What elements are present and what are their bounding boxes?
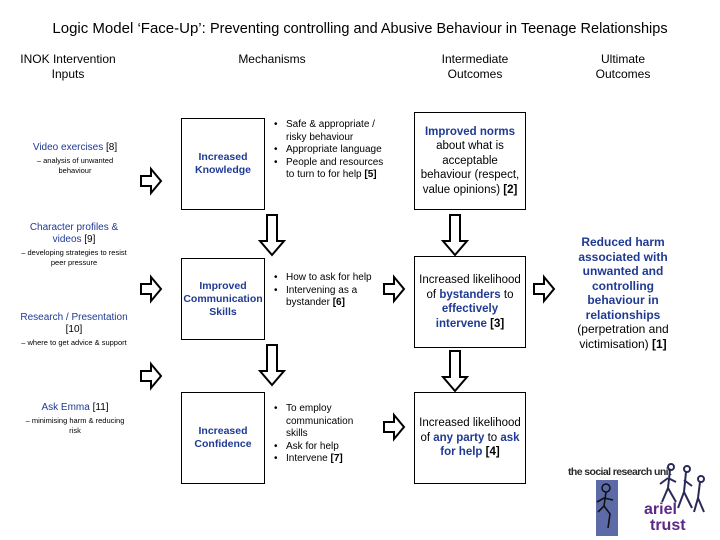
- hollow-right-arrow-icon: [140, 276, 162, 302]
- hollow-down-arrow-icon: [442, 350, 468, 392]
- input-character-profiles: Character profiles & videos [9] – developing strategies to resist peer pressure: [21, 222, 127, 267]
- header-intermediate: Intermediate Outcomes: [441, 52, 509, 81]
- mechanism-box-communication: Improved Communication Skills: [181, 258, 265, 340]
- hollow-down-arrow-icon: [259, 344, 285, 386]
- bullet-item: • Safe & appropriate / risky behaviour: [274, 119, 384, 144]
- ariel-trust-logo: [640, 462, 714, 538]
- input-research-presentation: Research / Presentation [10] – where to get advice & support: [20, 312, 128, 347]
- bullet-item: • People and resources to turn to for help [5]: [274, 157, 384, 182]
- hollow-down-arrow-icon: [259, 214, 285, 256]
- mechanism-box-knowledge: Increased Knowledge: [181, 118, 265, 210]
- bullet-item: • Intervening as a bystander [6]: [274, 285, 378, 310]
- input-video-exercises: Video exercises [8] – analysis of unwanted behaviour: [32, 142, 118, 175]
- bullet-item: • Appropriate language: [274, 144, 384, 157]
- hollow-right-arrow-icon: [140, 363, 162, 389]
- hollow-right-arrow-icon: [533, 276, 555, 302]
- intermediate-box-help-seeking: Increased likelihood of any party to ask for help [4]: [414, 392, 526, 484]
- bullet-item: • Intervene [7]: [274, 453, 374, 466]
- logo-text-ariel: ariel: [644, 501, 677, 518]
- intermediate-box-bystanders: Increased likelihood of bystanders to effectively intervene [3]: [414, 256, 526, 348]
- hollow-down-arrow-icon: [442, 214, 468, 256]
- hollow-right-arrow-icon: [383, 276, 405, 302]
- mechanism-bullets-communication: [274, 272, 378, 310]
- bullet-item: • How to ask for help: [274, 272, 378, 285]
- ultimate-outcome: Reduced harm associated with unwanted and controlling behaviour in relationships (perpetration and victimisation) [1]: [577, 235, 669, 351]
- logo-text-sru: the social research unit: [568, 466, 671, 478]
- mechanism-box-confidence: Increased Confidence: [181, 392, 265, 484]
- hollow-right-arrow-icon: [140, 168, 162, 194]
- page-title: Logic Model ‘Face-Up’: Preventing controlling and Abusive Behaviour in Teenage Relationships: [52, 20, 668, 37]
- mechanism-bullets-confidence: [274, 403, 374, 466]
- header-ultimate: Ultimate Outcomes: [595, 52, 651, 81]
- bullet-item: • Ask for help: [274, 441, 374, 454]
- bullet-item: • To employ communication skills: [274, 403, 374, 441]
- hollow-right-arrow-icon: [383, 414, 405, 440]
- logo-text-trust: trust: [650, 517, 686, 534]
- input-ask-emma: Ask Emma [11] – minimising harm & reducing risk: [25, 402, 125, 435]
- header-inputs: INOK Intervention Inputs: [20, 52, 116, 81]
- mechanism-bullets-knowledge: [274, 119, 384, 182]
- intermediate-box-norms: Improved norms about what is acceptable behaviour (respect, value opinions) [2]: [414, 112, 526, 210]
- header-mechanisms: Mechanisms: [238, 52, 306, 66]
